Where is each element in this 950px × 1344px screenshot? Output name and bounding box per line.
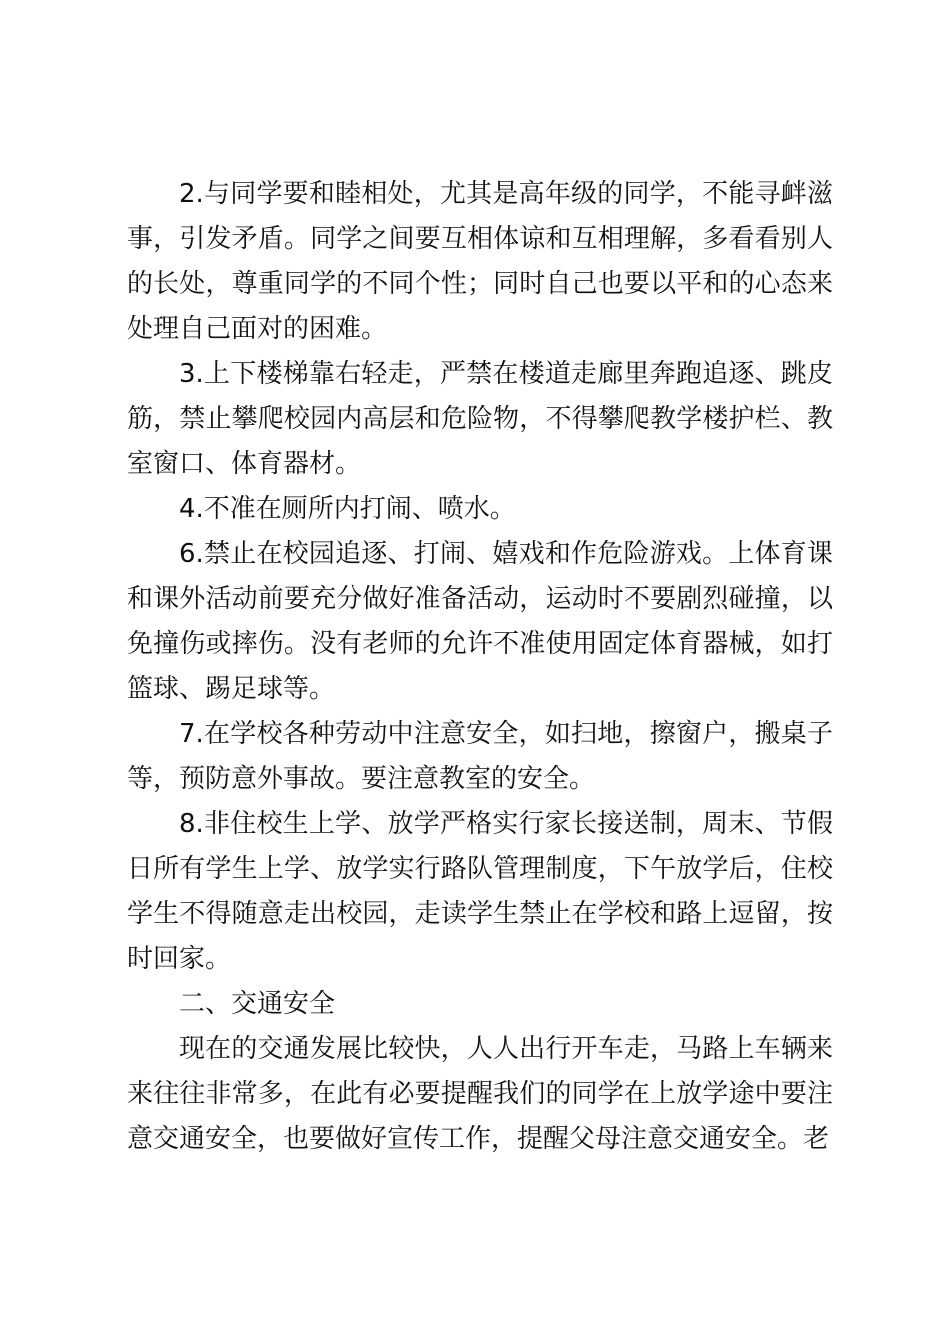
paragraph-restroom: 4.不准在厕所内打闹、喷水。 (179, 494, 516, 524)
paragraph-traffic: 现在的交通发展比较快，人人出行开车走，马路上车辆来来往往非常多，在此有必要提醒我们的同学在上放学途中要注意交通安全，也要做好宣传工作，提醒父母注意交通安全。老 (127, 1034, 833, 1154)
paragraph-stairs: 3.上下楼梯靠右轻走，严禁在楼道走廊里奔跑追逐、跳皮筋，禁止攀爬校园内高层和危险物，不得攀爬教学楼护栏、教室窗口、体育器材。 (127, 359, 833, 479)
section-heading-traffic: 二、交通安全 (179, 989, 336, 1019)
paragraph-pickup: 8.非住校生上学、放学严格实行家长接送制，周末、节假日所有学生上学、放学实行路队管理制度，下午放学后，住校学生不得随意走出校园，走读学生禁止在学校和路上逗留，按时回家。 (127, 809, 833, 974)
document-body (127, 172, 833, 1162)
paragraph-labor-safety: 7.在学校各种劳动中注意安全，如扫地，擦窗户，搬桌子等，预防意外事故。要注意教室的安全。 (127, 719, 833, 794)
paragraph-campus-games: 6.禁止在校园追逐、打闹、嬉戏和作危险游戏。上体育课和课外活动前要充分做好准备活动，运动时不要剧烈碰撞，以免撞伤或摔伤。没有老师的允许不准使用固定体育器械，如打篮球、踢足球等。 (127, 539, 833, 704)
paragraph-classmates: 2.与同学要和睦相处，尤其是高年级的同学，不能寻衅滋事，引发矛盾。同学之间要互相体谅和互相理解，多看看别人的长处，尊重同学的不同个性；同时自己也要以平和的心态来处理自己面对的困难。 (127, 179, 833, 344)
